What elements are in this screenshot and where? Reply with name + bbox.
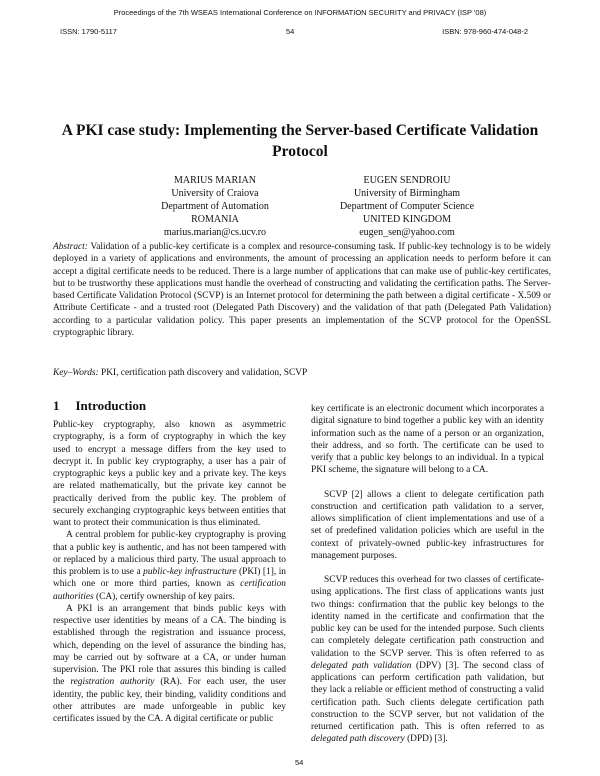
- author-email: eugen_sen@yahoo.com: [359, 227, 455, 238]
- author-block-1: [115, 174, 315, 239]
- emphasis: delegated path validation: [311, 660, 412, 671]
- paragraph: A PKI is an arrangement that binds public keys with respective user identities by means of a CA. The binding is established through the registration and issuance process, which, depending on the level of assurance the binding has, may be carried out by software at a CA, or under human supervision. The PKI role that assures this binding is called the registration authority (RA). For each user, the user identity, the public key, their binding, validity conditions and other attributes are made unforgeable in public key certificates issued by the CA. A digital certificate or public: [53, 603, 286, 724]
- abstract: [53, 241, 551, 339]
- section-heading: [53, 398, 146, 414]
- left-column: [53, 419, 286, 725]
- emphasis: registration authority: [70, 677, 155, 688]
- emphasis: certification authorities: [53, 579, 286, 602]
- paragraph: Public-key cryptography, also known as asymmetric cryptography, is a form of cryptography in which the key used to encrypt a message differs from the key used to decrypt it. In public key cryptography, a user has a pair of cryptographic keys a public key and a private key. The keys are related mathematically, but the private key cannot be practically derived from the public key. The problem of securely exchanging cryptographic keys between entities that want to protect their communication is thus eliminated.: [53, 420, 286, 528]
- right-column: [311, 403, 544, 746]
- author-university: University of Craiova: [171, 188, 259, 199]
- issn: ISSN: 1790-5117: [60, 27, 117, 36]
- author-email: marius.marian@cs.ucv.ro: [163, 227, 267, 238]
- paragraph: SCVP [2] allows a client to delegate certification path construction and certification path validation to a server, allows simplification of client implementations and use of a set of predefined validation policies which are useful in the context of privately-owned public-key infrastructures for management purposes.: [311, 489, 544, 561]
- author-name: MARIUS MARIAN: [174, 175, 256, 186]
- header-page-number: 54: [286, 27, 295, 36]
- keywords-text: PKI, certification path discovery and validation, SCVP: [101, 368, 308, 378]
- isbn: ISBN: 978-960-474-048-2: [442, 27, 528, 36]
- emphasis: public-key infrastructure: [143, 567, 237, 577]
- keywords: [53, 367, 551, 379]
- footer-page-number: 54: [295, 758, 304, 767]
- keywords-label: Key–Words:: [53, 368, 99, 378]
- section-number: 1: [53, 398, 60, 413]
- emphasis: delegated path discovery: [311, 734, 405, 745]
- paper-title: A PKI case study: Implementing the Server-based Certificate Validation Protocol: [61, 122, 539, 160]
- author-department: Department of Automation: [161, 201, 269, 212]
- author-country: UNITED KINGDOM: [362, 214, 452, 225]
- author-name: EUGEN SENDROIU: [363, 175, 451, 186]
- author-university: University of Birmingham: [353, 188, 461, 199]
- paragraph: SCVP reduces this overhead for two classes of certificate-using applications. The first class of applications wants just two things: confirmation that the public key belongs to the identity named in the certificate and confirmation that the public key can be used for the intended purpose. Such clients can completely delegate certification path construction and validation to the SCVP server. This is often referred to as delegated path validation (DPV) [3]. The second class of applications can perform certification path validation, but they lack a reliable or efficient method of constructing a valid certification path. Such clients delegate certification path construction to the SCVP server, but not validation of the returned certification path. This is often referred to as delegated path discovery (DPD) [3].: [311, 575, 544, 745]
- author-block-2: [307, 174, 507, 239]
- abstract-text: Validation of a public-key certificate is a complex and resource-consuming task. If public-key technology is to be widely deployed in a variety of applications and environments, the amount of processing an application needs to perform before it can accept a digital certificate needs to be reduced. There is a large number of applications that can make use of public-key certificates, but to be trustworthy these applications must handle the overhead of constructing and validating the certification paths. The Server-based Certificate Validation Protocol (SCVP) is an Internet protocol for determining the path between a digital certificate - X.509 or Attribute Certificate - and a trusted root (Delegated Path Discovery) and the validation of that path (Delegated Path Validation) according to a particular validation policy. This paper presents an implementation of the SCVP protocol for the OpenSSL cryptographic library.: [53, 242, 551, 339]
- author-country: ROMANIA: [191, 214, 239, 225]
- paragraph: key certificate is an electronic document which incorporates a digital signature to bind together a public key with an identity information such as the name of a person or an organization, their address, and so forth. The certificate can be used to verify that a public key belongs to an individual. In a typical PKI scheme, the signature will belong to a CA.: [311, 404, 544, 476]
- abstract-label: Abstract:: [53, 242, 88, 252]
- section-title: Introduction: [75, 398, 147, 413]
- author-department: Department of Computer Science: [339, 201, 475, 212]
- paragraph: A central problem for public-key cryptography is proving that a public key is authentic, and has not been tampered with or replaced by a malicious third party. The usual approach to this problem is to use a public-key infrastructure (PKI) [1], in which one or more third parties, known as certification authorities (CA), certify ownership of key pairs.: [53, 530, 286, 602]
- proceedings-header: Proceedings of the 7th WSEAS International Conference on INFORMATION SECURITY and PRIVACY (ISP '08): [113, 8, 487, 17]
